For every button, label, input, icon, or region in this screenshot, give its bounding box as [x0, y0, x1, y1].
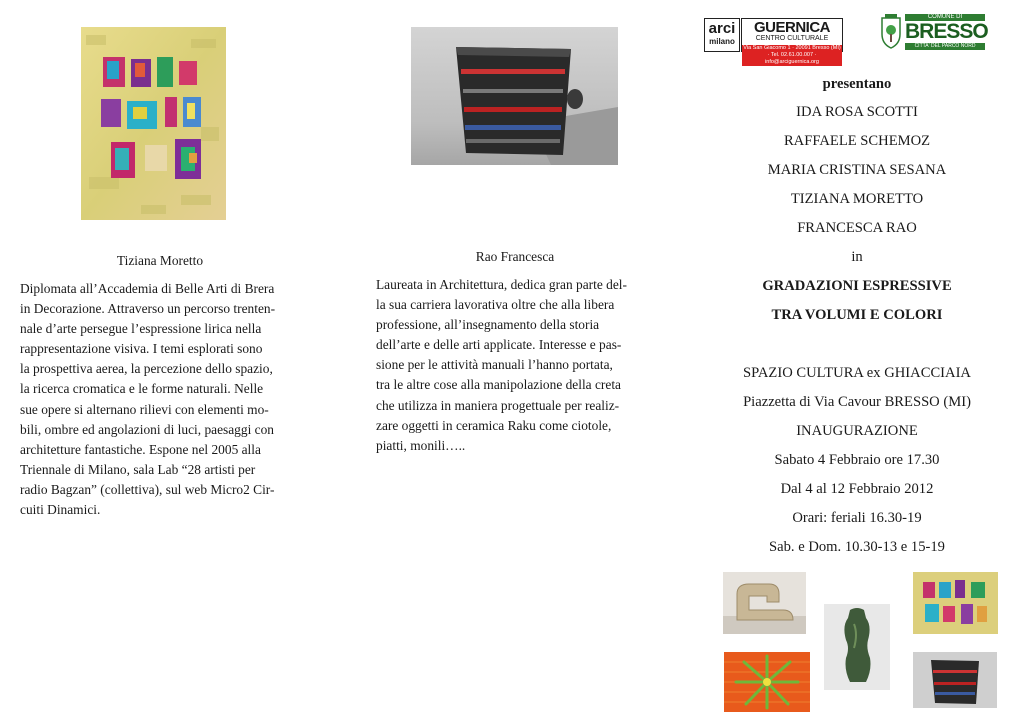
artist-name: RAFFAELE SCHEMOZ — [783, 133, 931, 149]
bio-line: sue opere si alternano rilievi con elementi mo- — [20, 401, 269, 417]
guernica-logo — [741, 18, 843, 65]
bio-line: radio Bagzan” (collettiva), sul web Micro2 Cir- — [20, 481, 275, 497]
bio-line: bili, ombre ed angolazioni di luci, paesaggi con — [20, 421, 274, 437]
inauguration-date: Sabato 4 Febbraio ore 17.30 — [774, 452, 940, 468]
bio-rao — [376, 275, 652, 456]
bresso-logo-bottom: CITTA' DEL PARCO NORD — [905, 43, 985, 50]
inauguration-label: INAUGURAZIONE — [796, 423, 918, 439]
caption-rao: Rao Francesca — [475, 249, 555, 264]
bresso-logo-name: BRESSO — [905, 20, 988, 43]
bio-line: Triennale di Milano, sala Lab “28 artisti per — [20, 461, 256, 477]
venue-name: SPAZIO CULTURA ex GHIACCIAIA — [743, 365, 971, 381]
arci-logo-text: arci — [708, 20, 736, 37]
arci-milano-logo — [704, 18, 740, 52]
bio-line: rappresentazione visiva. I temi esplorati sono — [20, 341, 263, 357]
bresso-crest-icon — [879, 12, 903, 50]
bio-line: sione per le attività manuali l’hanno portata, — [376, 357, 613, 373]
bio-line: la prospettiva aerea, la percezione dello spazio, — [20, 361, 273, 377]
artwork-moretto-photo — [81, 27, 226, 220]
thumbnail-sculpture-photo — [723, 572, 806, 634]
guernica-logo-title: GUERNICA — [753, 19, 830, 36]
bio-line: zare oggetti in ceramica Raku come ciotole, — [376, 417, 612, 433]
bio-line: architetture fantastiche. Espone nel 2005 alla — [20, 441, 261, 457]
bio-line: nale d’arte persegue l’espressione lirica nella — [20, 321, 262, 337]
bio-line: Laureata in Architettura, dedica gran parte del- — [376, 277, 627, 292]
opening-hours-weekend: Sab. e Dom. 10.30-13 e 15-19 — [769, 539, 945, 555]
artist-name: MARIA CRISTINA SESANA — [767, 162, 947, 178]
thumbnail-torso-photo — [824, 604, 890, 690]
thumbnail-moretto-photo — [913, 572, 998, 634]
exhibition-title-line1: GRADAZIONI ESPRESSIVE — [762, 278, 952, 294]
thumbnail-agave-photo — [724, 652, 810, 712]
guernica-logo-subtitle: CENTRO CULTURALE — [755, 35, 829, 42]
bio-line: Diplomata all’Accademia di Belle Arti di Brera — [20, 281, 275, 296]
opening-hours-weekday: Orari: feriali 16.30-19 — [792, 510, 922, 526]
artwork-rao-photo — [411, 27, 618, 165]
caption-moretto: Tiziana Moretto — [116, 253, 204, 268]
bio-line: piatti, monili….. — [376, 437, 466, 453]
bio-line: la sua carriera lavorativa oltre che alla libera — [376, 297, 615, 313]
bio-moretto — [20, 279, 300, 520]
presentano-label: presentano — [822, 76, 892, 92]
bio-line: tra le altre cose alla manipolazione della creta — [376, 377, 621, 393]
artist-name: FRANCESCA RAO — [797, 220, 917, 236]
bio-line: cuiti Dinamici. — [20, 502, 101, 518]
guernica-logo-address: Via San Giacomo 1 · 20091 Bresso (MI) · Tel. 02.61.00.007 · info@arciguernica.org — [743, 45, 841, 65]
bio-line: in Decorazione. Attraverso un percorso trenten- — [20, 301, 276, 317]
artist-name: IDA ROSA SCOTTI — [796, 104, 918, 120]
in-label: in — [851, 249, 863, 265]
thumbnail-rao-photo — [913, 652, 997, 708]
arci-logo-subtext: milano — [709, 37, 735, 46]
bio-line: che utilizza in maniera progettuale per realiz- — [376, 397, 620, 413]
bio-line: dell’arte e delle arti applicate. Interesse e pas- — [376, 337, 622, 353]
bio-line: la ricerca cromatica e le forme naturali. Nelle — [20, 381, 264, 397]
bresso-logo — [879, 12, 987, 52]
bio-line: professione, all’insegnamento della storia — [376, 317, 600, 333]
exhibition-dates: Dal 4 al 12 Febbraio 2012 — [780, 481, 934, 497]
exhibition-title-line2: TRA VOLUMI E COLORI — [771, 307, 943, 323]
venue-address: Piazzetta di Via Cavour BRESSO (MI) — [743, 394, 971, 410]
bresso-logo-top: COMUNE DI — [905, 14, 985, 21]
artist-name: TIZIANA MORETTO — [790, 191, 924, 207]
